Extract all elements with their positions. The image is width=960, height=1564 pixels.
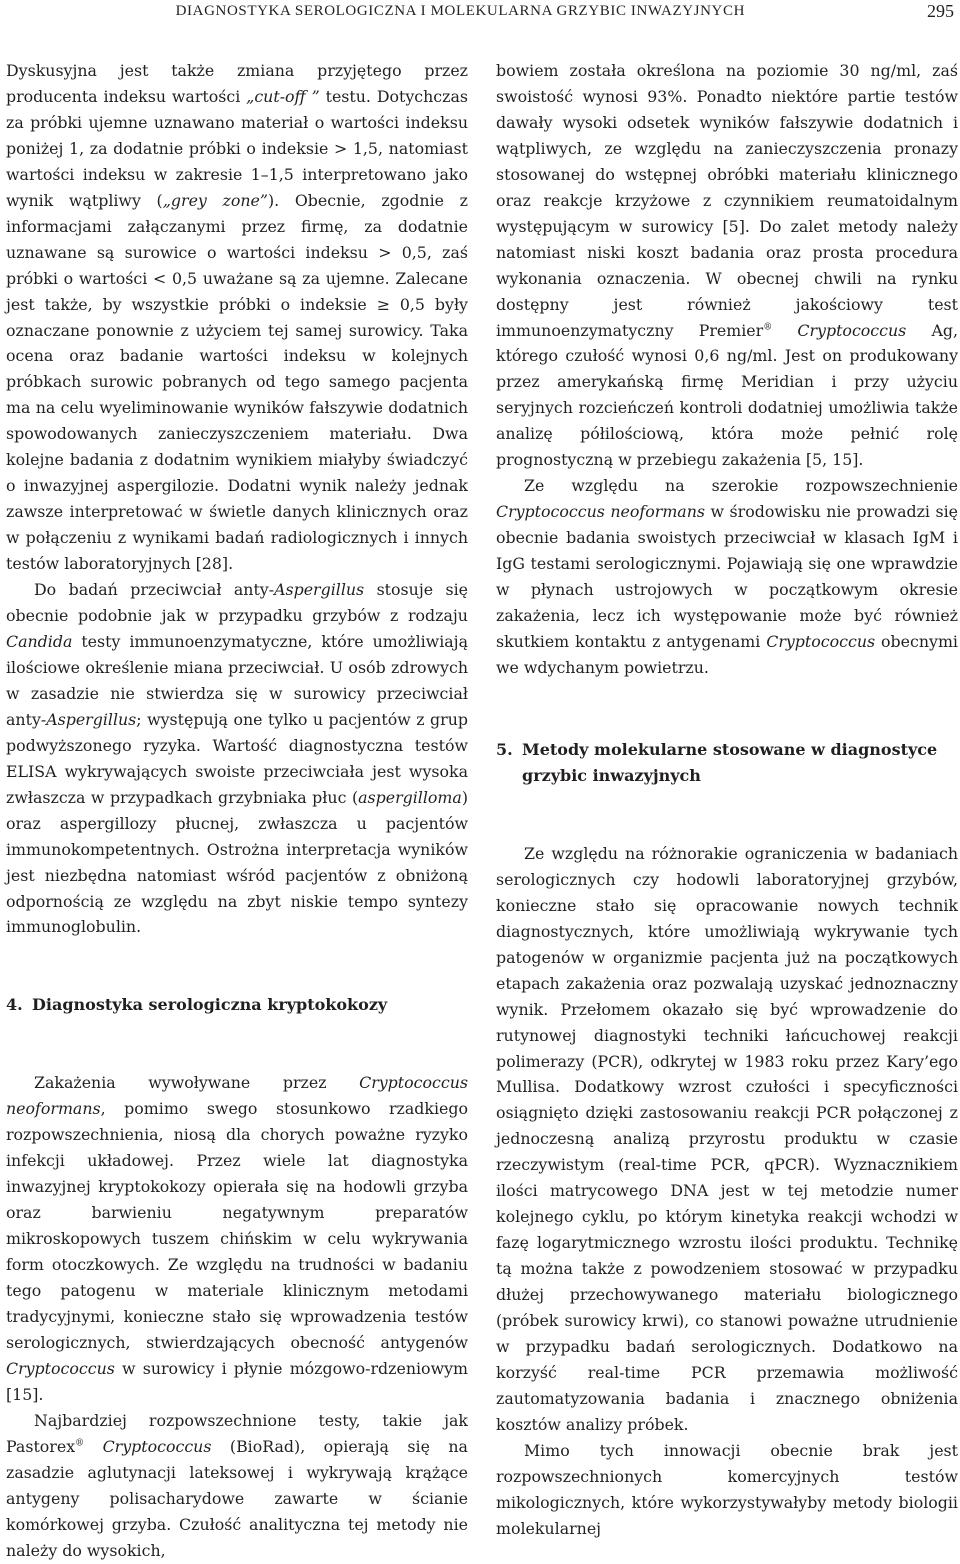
italic-run: „cut-off ”	[246, 86, 320, 106]
body-paragraph	[496, 473, 958, 681]
body-paragraph	[6, 577, 468, 940]
text-run: Najbardziej rozpowszechnione testy, takie jak Pastorex	[6, 1410, 468, 1456]
text-run: Ze względu na szerokie rozpowszechnienie	[524, 476, 958, 496]
text-run: testy immunoenzymatyczne, które umożliwiają ilościowe określenie miana przeciwciał. U osób zdrowych w zasadzie nie stwierdza się w surowicy przeciwciał anty-	[6, 631, 468, 729]
text-run: obecnymi we wdychanym powietrzu.	[496, 631, 958, 677]
italic-run: Cryptococcus	[6, 1358, 115, 1378]
spacer	[6, 1018, 468, 1070]
body-paragraph	[6, 1070, 468, 1407]
registered-mark: ®	[763, 322, 773, 333]
text-run: Ze względu na różnorakie ograniczenia w badaniach serologicznych czy hodowli laboratoryjnej grzybów, konieczne stało się opracowanie nowych technik diagnostycznych, które umożliwiają wykrywanie tych patogenów w organizmie pacjenta już na początkowych etapach zakażenia oraz pozwalają uzyskać jednoznaczny wynik. Przełomem okazało się być wprowadzenie do rutynowej diagnostyki techniki łańcuchowej reakcji polimerazy (PCR), odkrytej w 1983 roku przez Kary’ego Mullisa. Dodatkowy wzrost czułości i specyficzności osiągnięto dzięki zastosowaniu reakcji PCR połączonej z jednoczesną analizą przyrostu produktu w czasie rzeczywistym (real-time PCR, qPCR). Wyznacznikiem ilości matrycowego DNA jest w tej metodzie numer kolejnego cyklu, po którym kinetyka reakcji wchodzi w fazę logarytmicznego wzrostu ilości produktu. Technikę tą można także z powodzeniem stosować w przypadku dłużej przechowywanego materiału biologicznego (próbek surowicy krwi), co stanowi poważne utrudnienie w przypadku badań serologicznych. Dodatkowo na korzyść real-time PCR przemawia możliwość zautomatyzowania badania i znacznego obniżenia kosztów analizy próbek.	[496, 843, 958, 1434]
text-run: testu. Dotychczas za próbki ujemne uznawano materiał o wartości indeksu poniżej 1, za dodatnie próbki o indeksie > 1,5, natomiast wartości indeksu w zakresie 1–1,5 interpretowano jako wynik wątpliwy (	[6, 86, 468, 210]
text-run: ) oraz aspergillozy płucnej, zwłaszcza u pacjentów immunokompetentnych. Ostrożna interpretacja wyników jest niezbędna natomiast wśród pacjentów z obniżoną odpornością ze względu na zbyt niskie tempo syntezy immunoglobulin.	[6, 787, 468, 937]
text-run: w środowisku nie prowadzi się obecnie badania swoistych przeciwciał w klasach IgM i IgG testami serologicznymi. Pojawiają się one wprawdzie w płynach ustrojowych w początkowym okresie zakażenia, lecz ich występowanie może być również skutkiem kontaktu z antygenami	[496, 502, 958, 651]
text-run: ). Obecnie, zgodnie z informacjami załączanymi przez firmę, za dodatnie uznawane są surowice o wartości indeksu > 0,5, zaś próbki o wartości < 0,5 uważane są za ujemne. Zalecane jest także, by wszystkie próbki o indeksie ≥ 0,5 były oznaczane ponownie z użyciem tej samej surowicy. Taka ocena oraz badanie wartości indeksu w kolejnych próbkach surowic pobranych od tego samego pacjenta ma na celu wyeliminowanie wyników fałszywie dodatnich spowodowanych zanieczyszczeniem materiału. Dwa kolejne badania z dodatnim wynikiem miałyby świadczyć o inwazyjnej aspergilozie. Dodatni wynik należy jednak zawsze interpretować w świetle danych klinicznych oraz w połączeniu z wynikami badań radiologicznych i innych testów laboratoryjnych [28].	[6, 190, 468, 574]
page-number: 295	[927, 1, 954, 21]
text-run: Zakażenia wywoływane przez	[34, 1073, 360, 1093]
italic-run: Aspergillus	[46, 709, 137, 729]
section-number: 5.	[496, 739, 513, 759]
right-column	[496, 58, 958, 1542]
text-run: Ag, którego czułość wynosi 0,6 ng/ml. Jest on produkowany przez amerykańską firmę Meridian i przy użyciu seryjnych rozcieńczeń kontroli dodatniej umożliwia także analizę półilościową, która może pełnić rolę prognostyczną w przebiegu zakażenia [5, 15].	[496, 320, 958, 470]
running-header	[0, 0, 960, 28]
text-run: ; występują one tylko u pacjentów z grup podwyższonego ryzyka. Wartość diagnostyczna testów ELISA wykrywających swoiste przeciwciała jest wysoka zwłaszcza w przypadkach grzybniaka płuc (	[6, 709, 468, 807]
italic-run: aspergilloma	[358, 787, 462, 807]
italic-run: Cryptococcus neoformans	[496, 502, 705, 522]
spacer	[6, 940, 468, 992]
text-run: Mimo tych innowacji obecnie brak jest rozpowszechnionych komercyjnych testów mikologicznych, które wykorzystywałyby metody biologii molekularnej	[496, 1440, 958, 1538]
italic-run: Cryptococcus	[797, 320, 907, 340]
body-paragraph	[496, 58, 958, 473]
italic-run: Cryptococcus	[766, 631, 876, 651]
section-number: 4.	[6, 995, 23, 1015]
text-run: Dyskusyjna jest także zmiana przyjętego przez producenta indeksu wartości	[6, 61, 468, 106]
italic-run: Candida	[6, 631, 73, 651]
body-paragraph	[6, 58, 468, 577]
text-run: Do badań przeciwciał anty-	[34, 580, 275, 600]
section-title: Metody molekularne stosowane w diagnostyce grzybic inwazyjnych	[522, 739, 938, 785]
registered-mark: ®	[75, 1438, 85, 1449]
section-title: Diagnostyka serologiczna kryptokokozy	[32, 995, 388, 1015]
text-run: w surowicy i płynie mózgowo-rdzeniowym [15].	[6, 1358, 468, 1404]
text-run: bowiem została określona na poziomie 30 ng/ml, zaś swoistość wynosi 93%. Ponadto niektóre partie testów dawały wysoki odsetek wyników fałszywie dodatnich i wątpliwych, ze względu na zanieczyszczenia pronazy stosowanej do wstępnej obróbki materiału klinicznego oraz reakcje krzyżowe z czynnikiem reumatoidalnym występującym w surowicy [5]. Do zalet metody należy natomiast niski koszt badania oraz prosta procedura wykonania oznaczenia. W obecnej chwili na rynku dostępny jest również jakościowy test immunoenzymatyczny Premier	[496, 61, 958, 340]
running-title: DIAGNOSTYKA SEROLOGICZNA I MOLEKULARNA GRZYBIC INWAZYJNYCH	[175, 3, 745, 19]
body-paragraph	[496, 841, 958, 1438]
text-run	[772, 321, 797, 340]
italic-run: Cryptococcus neoformans	[6, 1073, 468, 1119]
text-run: stosuje się obecnie podobnie jak w przypadku grzybów z rodzaju	[6, 580, 468, 626]
italic-run: Aspergillus	[274, 580, 365, 600]
text-run	[84, 1437, 102, 1456]
italic-run: Cryptococcus	[102, 1436, 212, 1456]
spacer	[496, 681, 958, 737]
left-column	[6, 58, 468, 1564]
text-run: (BioRad), opierają się na zasadzie aglutynacji lateksowej i wykrywają krążące antygeny polisacharydowe zawarte w ścianie komórkowej grzyba. Czułość analityczna tej metody nie należy do wysokich,	[6, 1436, 468, 1560]
text-run: , pomimo swego stosunkowo rzadkiego rozpowszechnienia, niosą dla chorych poważne ryzyko infekcji układowej. Przez wiele lat diagnostyka inwazyjnej kryptokokozy opierała się na hodowli grzyba oraz barwieniu negatywnym preparatów mikroskopowych tuszem chińskim w celu wykrywania form otoczkowych. Ze względu na trudności w badaniu tego patogenu w materiale klinicznym metodami tradycyjnymi, konieczne stało się wprowadzenia testów serologicznych, stwierdzających obecność antygenów	[6, 1099, 468, 1352]
spacer	[496, 789, 958, 841]
body-paragraph	[6, 1408, 468, 1564]
body-paragraph	[496, 1438, 958, 1542]
italic-run: „grey zone”	[162, 190, 268, 210]
section-heading	[6, 992, 468, 1018]
section-heading	[496, 737, 958, 789]
